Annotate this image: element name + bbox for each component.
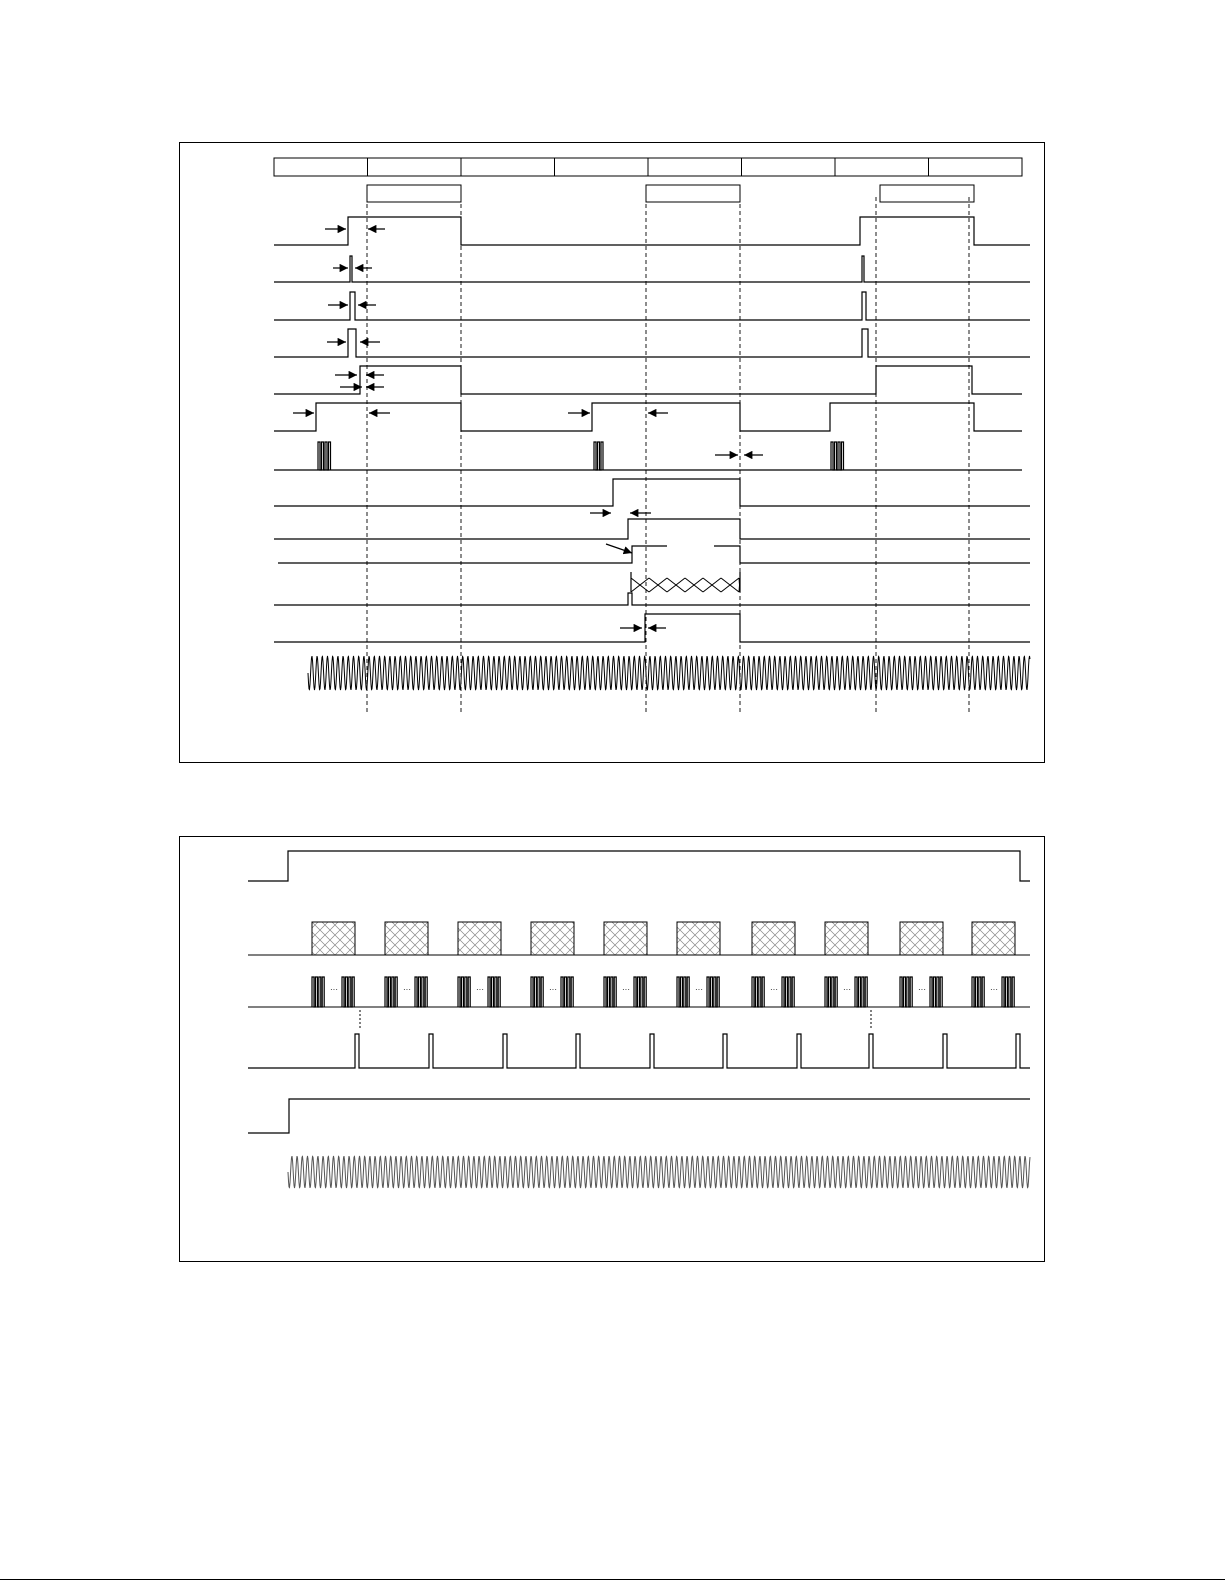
sine-trace-1 [308,656,1030,690]
burst-pulse-group [561,977,573,1007]
burst-pulse-group [782,977,794,1007]
burst-pulse-group [415,977,427,1007]
burst-pulse-group [972,977,984,1007]
burst-pulse-group [318,442,331,470]
sine-trace-2 [288,1156,1030,1188]
burst-pulse-group [531,977,543,1007]
hatched-data-block [677,922,720,955]
burst-pulse-group [677,977,689,1007]
enable-signal-top [248,851,1030,881]
burst-ellipsis: ··· [622,985,630,994]
burst-pulse-group [458,977,470,1007]
signal-row-4 [274,329,1030,357]
window-box [367,185,461,202]
burst-ellipsis: ··· [843,985,851,994]
burst-pulse-group [342,977,354,1007]
burst-pulse-group [930,977,942,1007]
burst-pulse-group [855,977,867,1007]
signal-row-3 [274,292,1030,320]
hatched-data-block [385,922,428,955]
hatched-data-block [312,922,355,955]
burst-ellipsis: ··· [549,985,557,994]
signal-row-12 [274,593,1030,605]
burst-ellipsis: ··· [770,985,778,994]
pulse-row [248,1034,1030,1068]
signal-row-1 [274,217,1030,245]
enable-signal-bottom [248,1099,1030,1133]
hatched-data-block [531,922,574,955]
burst-ellipsis: ··· [476,985,484,994]
burst-pulse-group [707,977,719,1007]
signal-row-10-b [714,546,1030,563]
window-box [646,185,740,202]
burst-pulse-group [312,977,324,1007]
signal-row-9 [274,519,1030,539]
signal-row-6 [274,403,1022,431]
burst-pulse-group [604,977,616,1007]
burst-pulse-group [594,442,603,470]
burst-pulse-group [831,442,844,470]
burst-ellipsis: ··· [695,985,703,994]
signal-row-2 [274,256,1030,282]
signal-row-10-a [278,546,667,563]
burst-pulse-group [825,977,837,1007]
hatched-data-block [458,922,501,955]
burst-pulse-group [1002,977,1014,1007]
timing-diagram-2 [248,851,1030,1188]
timing-arrow [606,544,632,553]
timing-diagram-1 [274,158,1030,712]
footer-rule [0,1579,1225,1580]
signal-row-5 [274,366,1022,394]
hatched-data-block [604,922,647,955]
burst-pulse-group [385,977,397,1007]
hatched-data-block [825,922,868,955]
window-box [880,185,974,202]
signal-row-8 [274,479,1030,506]
burst-pulse-group [752,977,764,1007]
hatched-data-block [972,922,1015,955]
hatched-data-block [752,922,795,955]
burst-pulse-group [634,977,646,1007]
burst-ellipsis: ··· [330,985,338,994]
burst-pulse-group [488,977,500,1007]
burst-ellipsis: ··· [918,985,926,994]
burst-pulse-group [900,977,912,1007]
burst-ellipsis: ··· [990,985,998,994]
hatched-data-block [900,922,943,955]
burst-ellipsis: ··· [403,985,411,994]
